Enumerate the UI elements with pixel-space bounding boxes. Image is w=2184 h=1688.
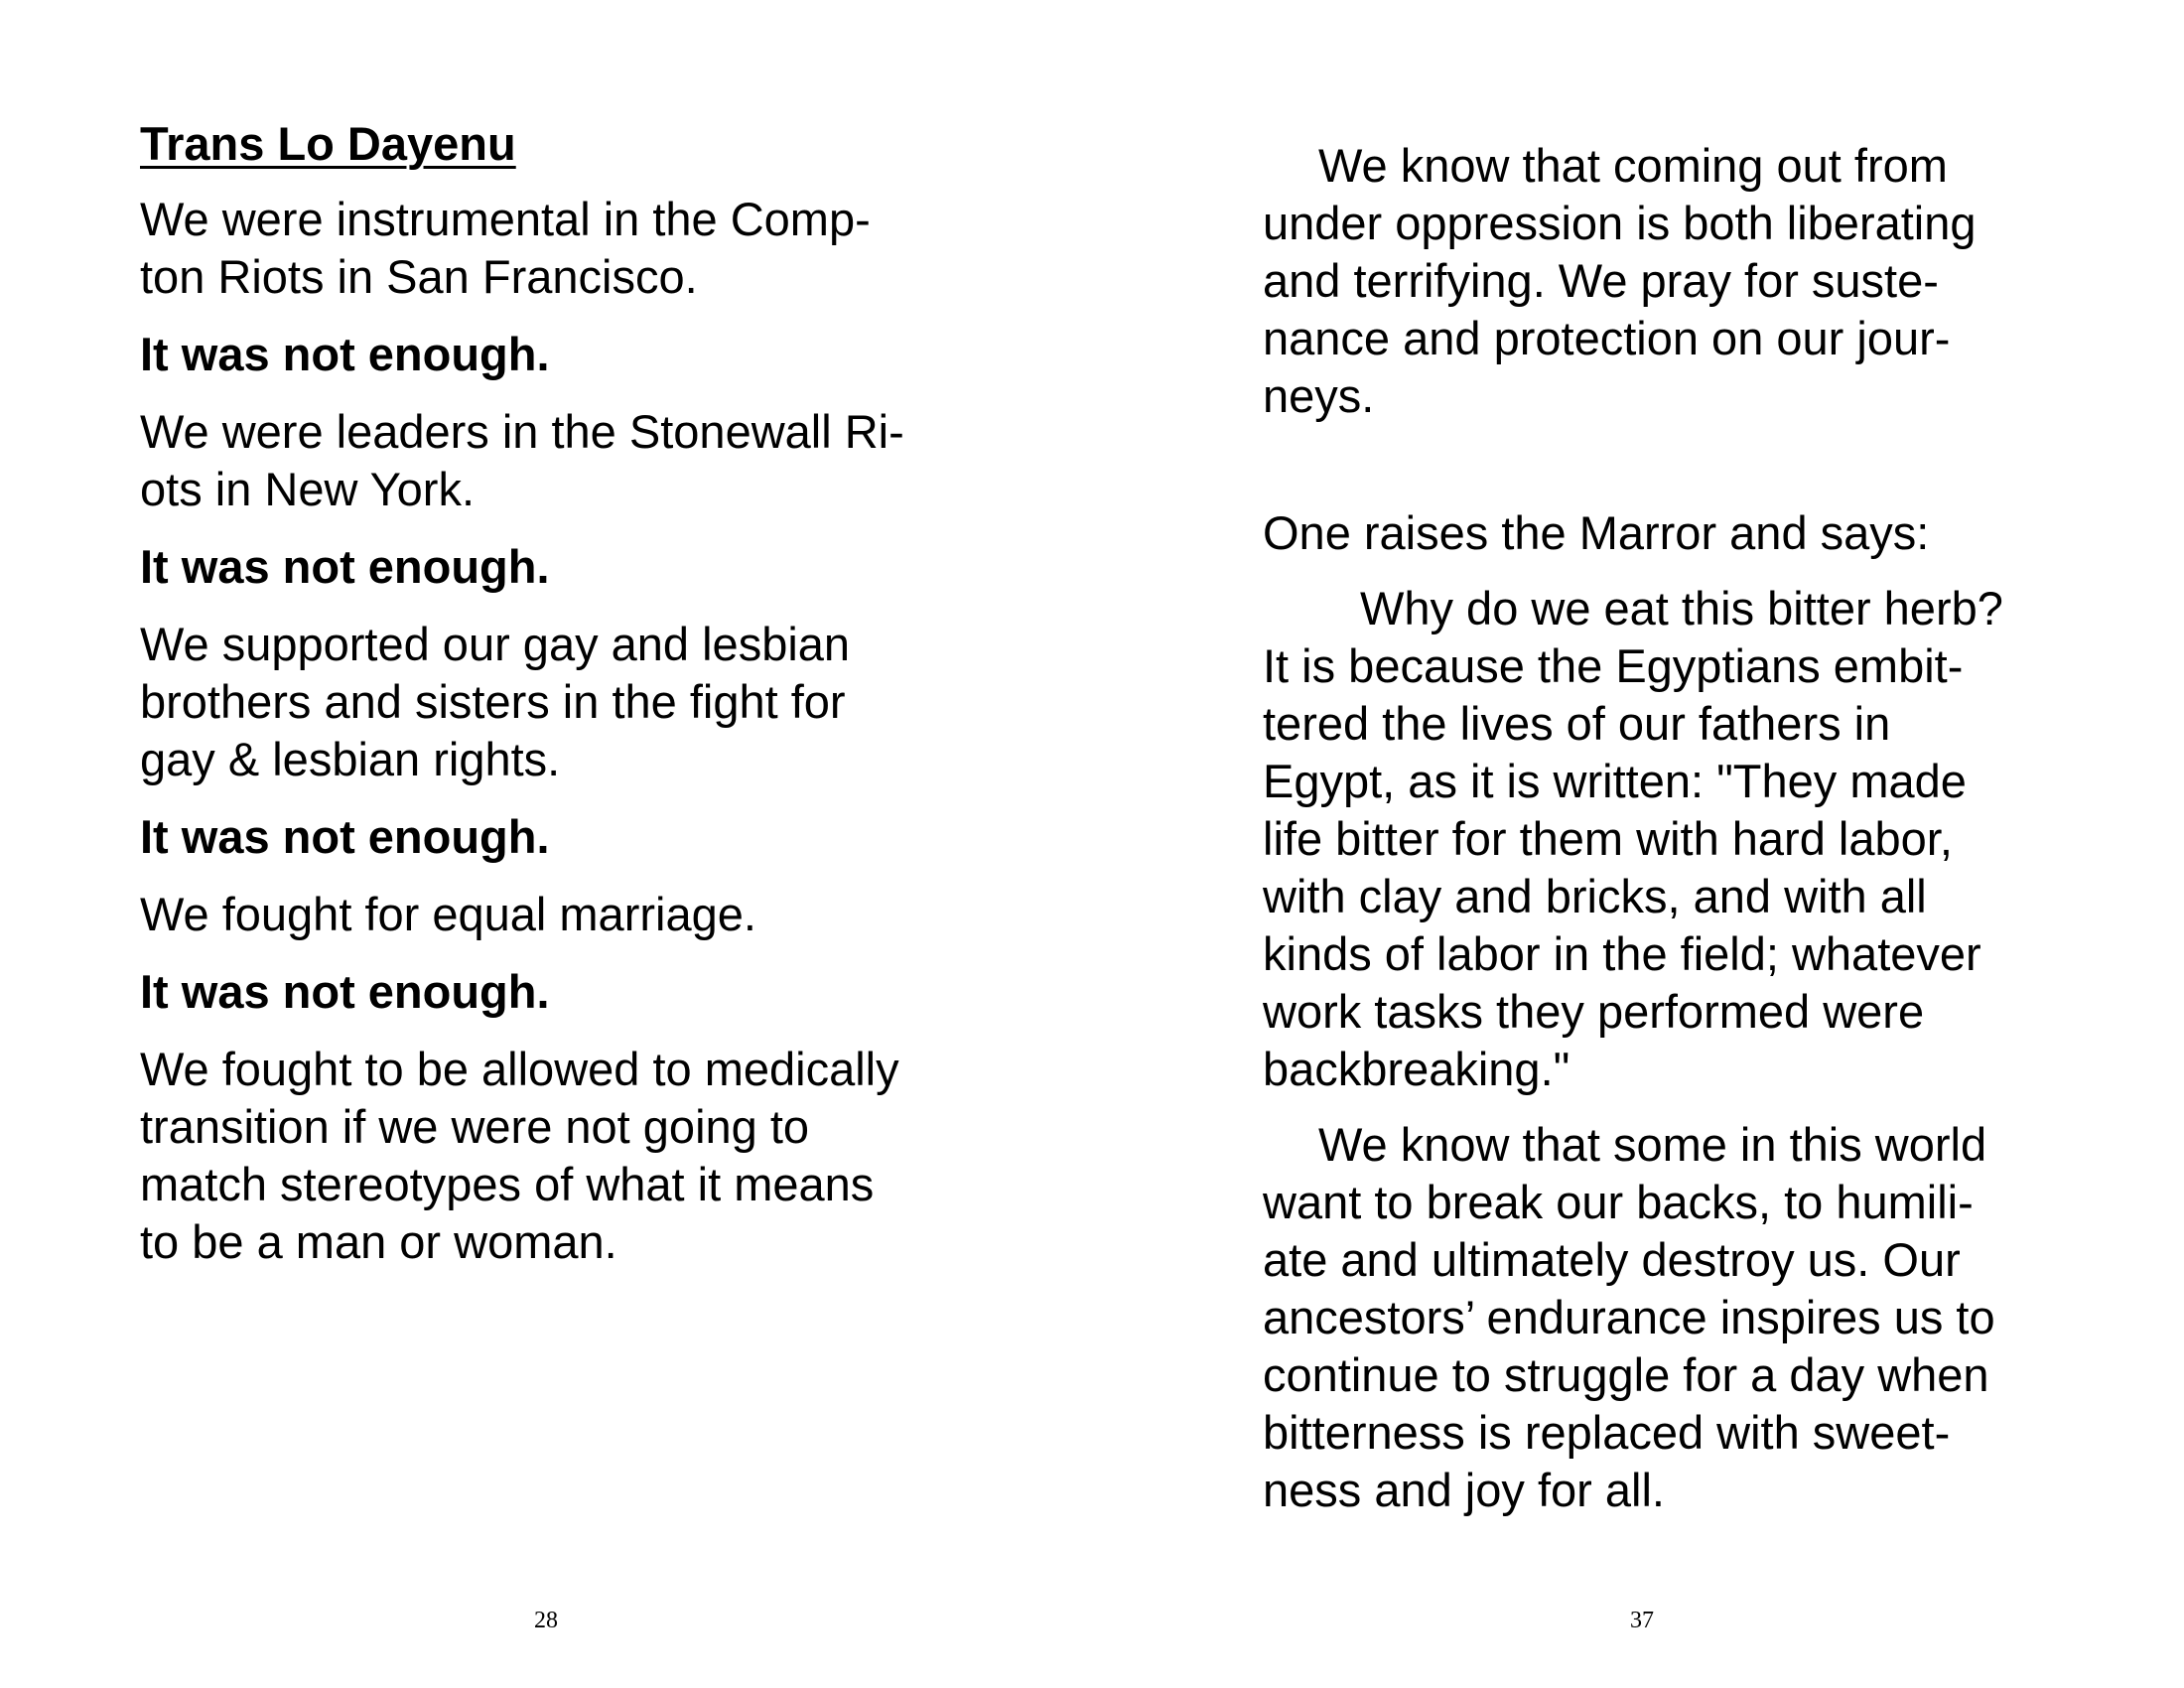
refrain-line: It was not enough. — [140, 965, 550, 1018]
refrain-line: It was not enough. — [140, 328, 550, 380]
paragraph-bitter-herb — [1263, 580, 2156, 1098]
text-line: match stereotypes of what it means — [140, 1158, 875, 1210]
section-title: Trans Lo Dayenu — [140, 117, 516, 170]
text-line: neys. — [1263, 369, 1375, 422]
text-line: It is because the Egyptians embit- — [1263, 639, 1964, 692]
text-line: want to break our backs, to humili- — [1263, 1176, 1974, 1228]
text-line: ton Riots in San Francisco. — [140, 250, 698, 303]
text-line: We were leaders in the Stonewall Ri- — [140, 405, 904, 458]
paragraph-marror-instruction — [1263, 504, 2156, 562]
text-line: gay & lesbian rights. — [140, 733, 561, 785]
text-line: We know that some in this world — [1318, 1118, 1987, 1171]
paragraph-endurance — [1263, 1116, 2156, 1519]
text-line: We know that coming out from — [1318, 139, 1948, 192]
text-line: tered the lives of our fathers in — [1263, 697, 1891, 750]
left-page-content — [140, 115, 994, 1291]
right-page — [1092, 0, 2184, 1688]
text-line: We were instrumental in the Comp- — [140, 193, 871, 245]
paragraph-stonewall — [140, 403, 994, 518]
text-line: transition if we were not going to — [140, 1100, 810, 1153]
text-line: and terrifying. We pray for suste- — [1263, 254, 1939, 307]
text-line: We supported our gay and lesbian — [140, 618, 851, 670]
paragraph-medical-transition — [140, 1041, 994, 1271]
text-line: with clay and bricks, and with all — [1263, 870, 1927, 922]
text-line: nance and protection on our jour- — [1263, 312, 1951, 364]
text-line: to be a man or woman. — [140, 1215, 617, 1268]
refrain-line: It was not enough. — [140, 540, 550, 593]
text-line: ots in New York. — [140, 463, 476, 515]
text-line: ness and joy for all. — [1263, 1464, 1665, 1516]
text-line: We fought for equal marriage. — [140, 888, 756, 940]
paragraph-equal-marriage — [140, 886, 994, 943]
text-line: bitterness is replaced with sweet- — [1263, 1406, 1951, 1459]
text-line: life bitter for them with hard labor, — [1263, 812, 1953, 865]
text-line: work tasks they performed were — [1263, 985, 1925, 1038]
right-page-content — [1263, 137, 2156, 1519]
text-line: One raises the Marror and says: — [1263, 506, 1930, 559]
text-line: under oppression is both liberating — [1263, 197, 1977, 249]
refrain-line: It was not enough. — [140, 810, 550, 863]
page-number: 37 — [1630, 1608, 1654, 1633]
text-line: brothers and sisters in the fight for — [140, 675, 846, 728]
paragraph-coming-out — [1263, 137, 2156, 425]
text-line: backbreaking." — [1263, 1043, 1570, 1095]
text-line: kinds of labor in the field; whatever — [1263, 927, 1981, 980]
paragraph-gay-lesbian-rights — [140, 616, 994, 788]
text-line: We fought to be allowed to medically — [140, 1043, 899, 1095]
text-line: Why do we eat this bitter herb? — [1360, 582, 2003, 634]
paragraph-compton — [140, 191, 994, 306]
text-line: ate and ultimately destroy us. Our — [1263, 1233, 1961, 1286]
text-line: ancestors’ endurance inspires us to — [1263, 1291, 1995, 1343]
text-line: continue to struggle for a day when — [1263, 1348, 1989, 1401]
text-line: Egypt, as it is written: "They made — [1263, 755, 1967, 807]
page-number: 28 — [534, 1608, 558, 1633]
